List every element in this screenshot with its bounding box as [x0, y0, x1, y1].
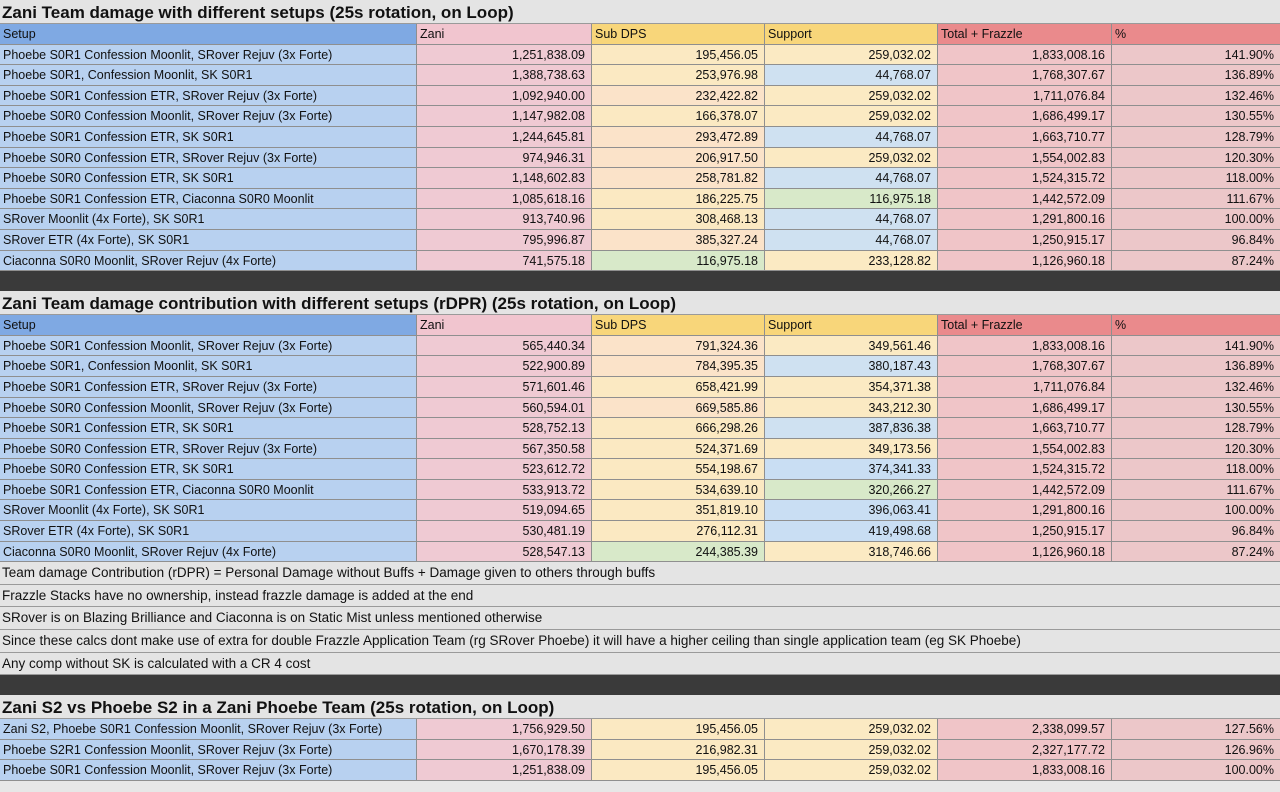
setup-cell[interactable]: Phoebe S0R1 Confession ETR, SRover Rejuv (3x Forte) — [0, 377, 417, 397]
zani-cell[interactable]: 1,251,838.09 — [417, 45, 592, 65]
total-frazzle-cell[interactable]: 1,833,008.16 — [938, 336, 1112, 356]
sub-dps-cell[interactable]: 524,371.69 — [592, 439, 765, 459]
sub-dps-cell[interactable]: 666,298.26 — [592, 418, 765, 438]
table-row — [0, 459, 1280, 480]
sub-dps-cell[interactable]: 658,421.99 — [592, 377, 765, 397]
total-frazzle-cell[interactable]: 1,711,076.84 — [938, 377, 1112, 397]
setup-cell[interactable]: SRover ETR (4x Forte), SK S0R1 — [0, 521, 417, 541]
percent-cell[interactable]: 126.96% — [1112, 740, 1280, 760]
column-header-percent[interactable]: % — [1112, 315, 1280, 335]
total-frazzle-cell[interactable]: 1,442,572.09 — [938, 480, 1112, 500]
setup-cell[interactable]: Phoebe S2R1 Confession Moonlit, SRover Rejuv (3x Forte) — [0, 740, 417, 760]
percent-cell[interactable]: 132.46% — [1112, 86, 1280, 106]
percent-cell[interactable]: 118.00% — [1112, 459, 1280, 479]
note-line[interactable]: Since these calcs dont make use of extra for double Frazzle Application Team (rg SRover Phoebe) it will have a higher ceiling than single application team (eg SK Phoebe) — [0, 630, 1280, 653]
sub-dps-cell[interactable]: 308,468.13 — [592, 209, 765, 229]
table-row — [0, 719, 1280, 740]
total-frazzle-cell[interactable]: 1,126,960.18 — [938, 251, 1112, 271]
support-cell[interactable]: 320,266.27 — [765, 480, 938, 500]
setup-cell[interactable]: Phoebe S0R1, Confession Moonlit, SK S0R1 — [0, 356, 417, 376]
percent-cell[interactable]: 120.30% — [1112, 439, 1280, 459]
total-frazzle-cell[interactable]: 1,686,499.17 — [938, 398, 1112, 418]
note-line[interactable]: Frazzle Stacks have no ownership, instead frazzle damage is added at the end — [0, 585, 1280, 608]
percent-cell[interactable]: 130.55% — [1112, 106, 1280, 126]
table-row — [0, 356, 1280, 377]
percent-cell[interactable]: 141.90% — [1112, 336, 1280, 356]
table-row — [0, 740, 1280, 761]
section1-title: Zani Team damage with different setups (25s rotation, on Loop) — [0, 0, 1280, 24]
setup-cell[interactable]: Phoebe S0R0 Confession ETR, SK S0R1 — [0, 168, 417, 188]
sub-dps-cell[interactable]: 791,324.36 — [592, 336, 765, 356]
total-frazzle-cell[interactable]: 1,833,008.16 — [938, 45, 1112, 65]
setup-cell[interactable]: Phoebe S0R1 Confession ETR, SK S0R1 — [0, 127, 417, 147]
table-row — [0, 230, 1280, 251]
support-cell[interactable]: 44,768.07 — [765, 168, 938, 188]
table-row — [0, 500, 1280, 521]
support-cell[interactable]: 354,371.38 — [765, 377, 938, 397]
sub-dps-cell[interactable]: 669,585.86 — [592, 398, 765, 418]
sub-dps-cell[interactable]: 195,456.05 — [592, 45, 765, 65]
sub-dps-cell[interactable]: 784,395.35 — [592, 356, 765, 376]
sub-dps-cell[interactable]: 216,982.31 — [592, 740, 765, 760]
header-row — [0, 315, 1280, 336]
table-row — [0, 86, 1280, 107]
percent-cell[interactable]: 100.00% — [1112, 760, 1280, 780]
zani-cell[interactable]: 528,547.13 — [417, 542, 592, 562]
column-header-zani[interactable]: Zani — [417, 315, 592, 335]
setup-cell[interactable]: Ciaconna S0R0 Moonlit, SRover Rejuv (4x Forte) — [0, 251, 417, 271]
total-frazzle-cell[interactable]: 1,442,572.09 — [938, 189, 1112, 209]
column-header-zani[interactable]: Zani — [417, 24, 592, 44]
zani-cell[interactable]: 1,148,602.83 — [417, 168, 592, 188]
support-cell[interactable]: 259,032.02 — [765, 148, 938, 168]
support-cell[interactable]: 349,173.56 — [765, 439, 938, 459]
zani-cell[interactable]: 1,756,929.50 — [417, 719, 592, 739]
table-row — [0, 127, 1280, 148]
setup-cell[interactable]: Phoebe S0R1 Confession Moonlit, SRover Rejuv (3x Forte) — [0, 45, 417, 65]
table-row — [0, 189, 1280, 210]
sub-dps-cell[interactable]: 258,781.82 — [592, 168, 765, 188]
notes-list — [0, 562, 1280, 675]
note-line[interactable]: SRover is on Blazing Brilliance and Ciaconna is on Static Mist unless mentioned otherwise — [0, 607, 1280, 630]
support-cell[interactable]: 259,032.02 — [765, 719, 938, 739]
support-cell[interactable]: 374,341.33 — [765, 459, 938, 479]
percent-cell[interactable]: 141.90% — [1112, 45, 1280, 65]
zani-cell[interactable]: 913,740.96 — [417, 209, 592, 229]
percent-cell[interactable]: 96.84% — [1112, 230, 1280, 250]
total-frazzle-cell[interactable]: 1,250,915.17 — [938, 521, 1112, 541]
support-cell[interactable]: 44,768.07 — [765, 65, 938, 85]
column-header-sub-dps[interactable]: Sub DPS — [592, 24, 765, 44]
table-row — [0, 336, 1280, 357]
total-frazzle-cell[interactable]: 1,554,002.83 — [938, 148, 1112, 168]
support-cell[interactable]: 259,032.02 — [765, 45, 938, 65]
setup-cell[interactable]: SRover ETR (4x Forte), SK S0R1 — [0, 230, 417, 250]
percent-cell[interactable]: 127.56% — [1112, 719, 1280, 739]
percent-cell[interactable]: 128.79% — [1112, 127, 1280, 147]
note-line[interactable]: Any comp without SK is calculated with a CR 4 cost — [0, 653, 1280, 676]
sub-dps-cell[interactable]: 244,385.39 — [592, 542, 765, 562]
table-row — [0, 521, 1280, 542]
sub-dps-cell[interactable]: 166,378.07 — [592, 106, 765, 126]
setup-cell[interactable]: Phoebe S0R1 Confession Moonlit, SRover Rejuv (3x Forte) — [0, 336, 417, 356]
setup-cell[interactable]: Phoebe S0R0 Confession ETR, SRover Rejuv (3x Forte) — [0, 148, 417, 168]
setup-cell[interactable]: Phoebe S0R1 Confession ETR, Ciaconna S0R0 Moonlit — [0, 189, 417, 209]
support-cell[interactable]: 419,498.68 — [765, 521, 938, 541]
zani-cell[interactable]: 741,575.18 — [417, 251, 592, 271]
zani-cell[interactable]: 1,147,982.08 — [417, 106, 592, 126]
setup-cell[interactable]: Phoebe S0R1 Confession ETR, SK S0R1 — [0, 418, 417, 438]
setup-cell[interactable]: Phoebe S0R0 Confession ETR, SRover Rejuv (3x Forte) — [0, 439, 417, 459]
percent-cell[interactable]: 87.24% — [1112, 251, 1280, 271]
zani-cell[interactable]: 522,900.89 — [417, 356, 592, 376]
percent-cell[interactable]: 100.00% — [1112, 500, 1280, 520]
table-row — [0, 480, 1280, 501]
percent-cell[interactable]: 120.30% — [1112, 148, 1280, 168]
zani-cell[interactable]: 974,946.31 — [417, 148, 592, 168]
support-cell[interactable]: 259,032.02 — [765, 86, 938, 106]
zani-cell[interactable]: 560,594.01 — [417, 398, 592, 418]
sub-dps-cell[interactable]: 253,976.98 — [592, 65, 765, 85]
support-cell[interactable]: 318,746.66 — [765, 542, 938, 562]
total-frazzle-cell[interactable]: 1,250,915.17 — [938, 230, 1112, 250]
zani-cell[interactable]: 1,251,838.09 — [417, 760, 592, 780]
setup-cell[interactable]: Phoebe S0R0 Confession Moonlit, SRover Rejuv (3x Forte) — [0, 398, 417, 418]
column-header-setup[interactable]: Setup — [0, 315, 417, 335]
table-row — [0, 398, 1280, 419]
zani-cell[interactable]: 1,388,738.63 — [417, 65, 592, 85]
total-frazzle-cell[interactable]: 1,711,076.84 — [938, 86, 1112, 106]
total-frazzle-cell[interactable]: 1,524,315.72 — [938, 459, 1112, 479]
sub-dps-cell[interactable]: 554,198.67 — [592, 459, 765, 479]
table-row — [0, 65, 1280, 86]
setup-cell[interactable]: Phoebe S0R0 Confession Moonlit, SRover Rejuv (3x Forte) — [0, 106, 417, 126]
support-cell[interactable]: 116,975.18 — [765, 189, 938, 209]
sub-dps-cell[interactable]: 293,472.89 — [592, 127, 765, 147]
support-cell[interactable]: 343,212.30 — [765, 398, 938, 418]
sub-dps-cell[interactable]: 186,225.75 — [592, 189, 765, 209]
table-row — [0, 209, 1280, 230]
sub-dps-cell[interactable]: 206,917.50 — [592, 148, 765, 168]
column-header-setup[interactable]: Setup — [0, 24, 417, 44]
setup-cell[interactable]: Phoebe S0R0 Confession ETR, SK S0R1 — [0, 459, 417, 479]
support-cell[interactable]: 44,768.07 — [765, 127, 938, 147]
table-row — [0, 418, 1280, 439]
section1-table — [0, 24, 1280, 271]
column-header-percent[interactable]: % — [1112, 24, 1280, 44]
column-header-total-frazzle[interactable]: Total + Frazzle — [938, 24, 1112, 44]
zani-cell[interactable]: 565,440.34 — [417, 336, 592, 356]
support-cell[interactable]: 387,836.38 — [765, 418, 938, 438]
total-frazzle-cell[interactable]: 1,524,315.72 — [938, 168, 1112, 188]
total-frazzle-cell[interactable]: 1,291,800.16 — [938, 500, 1112, 520]
percent-cell[interactable]: 128.79% — [1112, 418, 1280, 438]
support-cell[interactable]: 233,128.82 — [765, 251, 938, 271]
table-row — [0, 148, 1280, 169]
sub-dps-cell[interactable]: 116,975.18 — [592, 251, 765, 271]
setup-cell[interactable]: Phoebe S0R1 Confession Moonlit, SRover Rejuv (3x Forte) — [0, 760, 417, 780]
total-frazzle-cell[interactable]: 1,768,307.67 — [938, 65, 1112, 85]
zani-cell[interactable]: 795,996.87 — [417, 230, 592, 250]
support-cell[interactable]: 259,032.02 — [765, 106, 938, 126]
sub-dps-cell[interactable]: 195,456.05 — [592, 760, 765, 780]
total-frazzle-cell[interactable]: 2,338,099.57 — [938, 719, 1112, 739]
percent-cell[interactable]: 100.00% — [1112, 209, 1280, 229]
setup-cell[interactable]: Phoebe S0R1 Confession ETR, SRover Rejuv (3x Forte) — [0, 86, 417, 106]
sub-dps-cell[interactable]: 232,422.82 — [592, 86, 765, 106]
percent-cell[interactable]: 130.55% — [1112, 398, 1280, 418]
sub-dps-cell[interactable]: 351,819.10 — [592, 500, 765, 520]
support-cell[interactable]: 259,032.02 — [765, 740, 938, 760]
setup-cell[interactable]: Zani S2, Phoebe S0R1 Confession Moonlit, SRover Rejuv (3x Forte) — [0, 719, 417, 739]
total-frazzle-cell[interactable]: 2,327,177.72 — [938, 740, 1112, 760]
sub-dps-cell[interactable]: 195,456.05 — [592, 719, 765, 739]
section2-table — [0, 315, 1280, 562]
percent-cell[interactable]: 111.67% — [1112, 189, 1280, 209]
total-frazzle-cell[interactable]: 1,686,499.17 — [938, 106, 1112, 126]
sub-dps-cell[interactable]: 534,639.10 — [592, 480, 765, 500]
support-cell[interactable]: 259,032.02 — [765, 760, 938, 780]
zani-cell[interactable]: 1,244,645.81 — [417, 127, 592, 147]
total-frazzle-cell[interactable]: 1,291,800.16 — [938, 209, 1112, 229]
zani-cell[interactable]: 533,913.72 — [417, 480, 592, 500]
table-row — [0, 377, 1280, 398]
setup-cell[interactable]: Phoebe S0R1 Confession ETR, Ciaconna S0R0 Moonlit — [0, 480, 417, 500]
total-frazzle-cell[interactable]: 1,663,710.77 — [938, 127, 1112, 147]
table-row — [0, 168, 1280, 189]
column-header-support[interactable]: Support — [765, 315, 938, 335]
percent-cell[interactable]: 132.46% — [1112, 377, 1280, 397]
column-header-sub-dps[interactable]: Sub DPS — [592, 315, 765, 335]
total-frazzle-cell[interactable]: 1,768,307.67 — [938, 356, 1112, 376]
section3-title: Zani S2 vs Phoebe S2 in a Zani Phoebe Team (25s rotation, on Loop) — [0, 695, 1280, 719]
column-header-total-frazzle[interactable]: Total + Frazzle — [938, 315, 1112, 335]
section2-title: Zani Team damage contribution with different setups (rDPR) (25s rotation, on Loop) — [0, 291, 1280, 315]
zani-cell[interactable]: 1,670,178.39 — [417, 740, 592, 760]
percent-cell[interactable]: 136.89% — [1112, 65, 1280, 85]
support-cell[interactable]: 44,768.07 — [765, 230, 938, 250]
total-frazzle-cell[interactable]: 1,833,008.16 — [938, 760, 1112, 780]
percent-cell[interactable]: 96.84% — [1112, 521, 1280, 541]
zani-cell[interactable]: 1,085,618.16 — [417, 189, 592, 209]
header-row — [0, 24, 1280, 45]
table-row — [0, 251, 1280, 272]
total-frazzle-cell[interactable]: 1,663,710.77 — [938, 418, 1112, 438]
percent-cell[interactable]: 136.89% — [1112, 356, 1280, 376]
support-cell[interactable]: 380,187.43 — [765, 356, 938, 376]
table-row — [0, 45, 1280, 66]
support-cell[interactable]: 396,063.41 — [765, 500, 938, 520]
percent-cell[interactable]: 118.00% — [1112, 168, 1280, 188]
support-cell[interactable]: 349,561.46 — [765, 336, 938, 356]
column-header-support[interactable]: Support — [765, 24, 938, 44]
zani-cell[interactable]: 567,350.58 — [417, 439, 592, 459]
percent-cell[interactable]: 111.67% — [1112, 480, 1280, 500]
setup-cell[interactable]: Phoebe S0R1, Confession Moonlit, SK S0R1 — [0, 65, 417, 85]
table-row — [0, 106, 1280, 127]
percent-cell[interactable]: 87.24% — [1112, 542, 1280, 562]
zani-cell[interactable]: 523,612.72 — [417, 459, 592, 479]
table-row — [0, 439, 1280, 460]
zani-cell[interactable]: 519,094.65 — [417, 500, 592, 520]
total-frazzle-cell[interactable]: 1,126,960.18 — [938, 542, 1112, 562]
setup-cell[interactable]: SRover Moonlit (4x Forte), SK S0R1 — [0, 500, 417, 520]
note-line[interactable]: Team damage Contribution (rDPR) = Personal Damage without Buffs + Damage given to others through buffs — [0, 562, 1280, 585]
setup-cell[interactable]: Ciaconna S0R0 Moonlit, SRover Rejuv (4x Forte) — [0, 542, 417, 562]
section3-table — [0, 719, 1280, 781]
zani-cell[interactable]: 571,601.46 — [417, 377, 592, 397]
sub-dps-cell[interactable]: 385,327.24 — [592, 230, 765, 250]
support-cell[interactable]: 44,768.07 — [765, 209, 938, 229]
zani-cell[interactable]: 530,481.19 — [417, 521, 592, 541]
sub-dps-cell[interactable]: 276,112.31 — [592, 521, 765, 541]
zani-cell[interactable]: 1,092,940.00 — [417, 86, 592, 106]
section-separator — [0, 271, 1280, 291]
zani-cell[interactable]: 528,752.13 — [417, 418, 592, 438]
section-separator — [0, 675, 1280, 695]
table-row — [0, 760, 1280, 781]
table-row — [0, 542, 1280, 563]
total-frazzle-cell[interactable]: 1,554,002.83 — [938, 439, 1112, 459]
setup-cell[interactable]: SRover Moonlit (4x Forte), SK S0R1 — [0, 209, 417, 229]
